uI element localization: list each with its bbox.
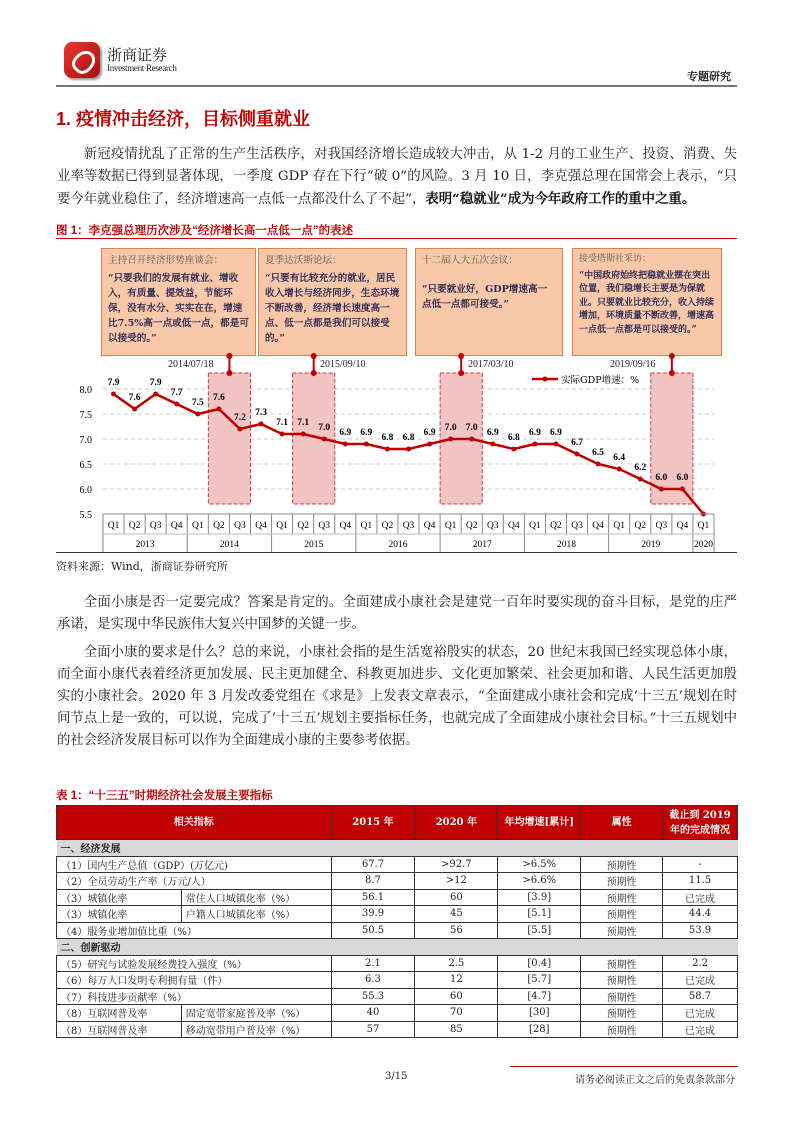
legend-label: 实际GDP增速：%	[561, 375, 640, 386]
data-label: 7.6	[128, 393, 141, 403]
cell-status: -	[663, 856, 738, 873]
cell-attr: 预期性	[581, 1021, 663, 1038]
paragraph-2: 全面小康是否一定要完成？答案是肯定的。全面建成小康社会是建党一百年时要实现的奋斗目标，是党的庄严承诺，是实现中华民族伟大复兴中国梦的关键一步。	[57, 595, 737, 632]
col-status: 截止到 2019 年的完成情况	[663, 806, 738, 840]
cell-status: 已完成	[663, 972, 738, 989]
table-section-row	[57, 840, 738, 857]
cell-growth: [30]	[498, 1005, 581, 1022]
data-label: 6.9	[423, 428, 436, 438]
data-label: 6.5	[592, 448, 605, 458]
x-quarter-label: Q3	[402, 521, 415, 531]
data-point	[132, 407, 137, 412]
x-quarter-label: Q2	[381, 521, 394, 531]
cell-v2020: 12	[415, 972, 498, 989]
data-label: 6.9	[486, 428, 499, 438]
connector-dot	[311, 370, 317, 376]
data-point	[680, 487, 685, 492]
indicator-name: （8）互联网普及率	[57, 1005, 182, 1022]
table-row	[57, 1021, 738, 1038]
data-label: 6.8	[381, 433, 394, 443]
y-tick-label: 6.5	[79, 460, 92, 471]
cell-attr: 预期性	[581, 1005, 663, 1022]
cell-v2015: 55.3	[331, 988, 415, 1005]
cell-attr: 预期性	[581, 889, 663, 906]
x-quarter-label: Q4	[170, 521, 183, 531]
data-label: 7.9	[107, 378, 120, 388]
cell-growth: >6.5%	[498, 856, 581, 873]
data-label: 7.1	[297, 418, 310, 428]
data-label: 6.7	[571, 438, 583, 448]
data-label: 6.8	[507, 433, 520, 443]
data-point	[385, 447, 390, 452]
table-header-row	[57, 806, 738, 840]
indicator-name: （6）每万人口发明专利拥有量（件）	[57, 972, 332, 989]
data-point	[511, 447, 516, 452]
data-label: 6.9	[360, 428, 373, 438]
table-row	[57, 906, 738, 923]
table-row	[57, 1005, 738, 1022]
indicator-name: （4）服务业增加值比重（%）	[57, 922, 332, 939]
cell-v2020: 85	[415, 1021, 498, 1038]
x-quarter-label: Q2	[213, 521, 225, 531]
data-point	[617, 467, 622, 472]
section-label: 二、创新驱动	[57, 939, 738, 956]
data-label: 7.5	[191, 398, 204, 408]
table-row	[57, 955, 738, 972]
table-row	[57, 889, 738, 906]
company-name: 浙商证券	[107, 46, 168, 64]
x-quarter-label: Q2	[550, 521, 562, 531]
cell-v2015: 40	[331, 1005, 415, 1022]
x-quarter-label: Q2	[634, 521, 647, 531]
connector-dot	[226, 370, 232, 376]
data-point	[216, 407, 221, 412]
connector-dot	[226, 353, 232, 359]
connector-dot	[458, 370, 464, 376]
cell-attr: 预期性	[581, 988, 663, 1005]
cell-v2015: 57	[331, 1021, 415, 1038]
data-label: 7.0	[318, 423, 331, 433]
table-row	[57, 873, 738, 890]
indicator-name: （5）研究与试验发展经费投入强度（%）	[57, 955, 332, 972]
data-point	[596, 462, 601, 467]
indicator-name: （2）全员劳动生产率（万元/人）	[57, 873, 332, 890]
col-2020: 2020 年	[415, 806, 498, 840]
data-label: 7.3	[255, 408, 267, 418]
x-year-label: 2017	[472, 540, 492, 550]
cell-status: 已完成	[663, 1021, 738, 1038]
paragraph-1-emphasis: 表明“稳就业”成为今年政府工作的重中之重。	[425, 191, 696, 207]
cell-growth: [0.4]	[498, 955, 581, 972]
gdp-growth-chart	[0, 0, 793, 560]
callout-quote: “只要有比较充分的就业，居民收入增长与经济同步，生态环境不断改善，经济增长速度高一点、低一点都是我们可以接受的。”	[265, 273, 400, 344]
data-point	[174, 402, 179, 407]
data-label: 6.0	[655, 473, 668, 483]
data-label: 6.0	[676, 473, 689, 483]
x-year-label: 2019	[641, 540, 661, 550]
callout-event: 主持召开经济形势座谈会：	[108, 255, 224, 266]
data-label: 6.9	[339, 428, 352, 438]
cell-v2020: 2.5	[415, 955, 498, 972]
cell-v2015: 67.7	[331, 856, 415, 873]
x-quarter-label: Q1	[697, 521, 710, 531]
data-label: 7.6	[212, 393, 225, 403]
cell-attr: 预期性	[581, 856, 663, 873]
data-label: 7.1	[276, 418, 289, 428]
col-attribute: 属性	[581, 806, 663, 840]
x-quarter-label: Q4	[592, 521, 604, 531]
highlight-period	[293, 373, 335, 504]
indicator-name: （3）城镇化率	[57, 906, 182, 923]
data-point	[427, 442, 432, 447]
indicator-name: （7）科技进步贡献率（%）	[57, 988, 332, 1005]
section-title: 1. 疫情冲击经济，目标侧重就业	[56, 109, 311, 129]
x-year-label: 2014	[219, 540, 239, 550]
data-point	[280, 432, 285, 437]
data-point	[638, 477, 643, 482]
x-quarter-label: Q3	[234, 521, 246, 531]
x-year-label: 2020	[693, 540, 713, 550]
cell-attr: 预期性	[581, 906, 663, 923]
table-title: 表 1：“十三五”时期经济社会发展主要指标	[56, 790, 273, 802]
x-quarter-label: Q4	[339, 521, 352, 531]
x-quarter-label: Q2	[297, 521, 309, 531]
x-quarter-label: Q1	[107, 521, 120, 531]
data-label: 6.8	[402, 433, 415, 443]
cell-growth: [5.7]	[498, 972, 581, 989]
cell-attr: 预期性	[581, 972, 663, 989]
callout-date: 2015/09/10	[320, 359, 366, 370]
footer-divider	[510, 1066, 738, 1067]
x-quarter-label: Q1	[191, 521, 204, 531]
x-quarter-label: Q1	[276, 521, 288, 531]
connector-dot	[311, 353, 317, 359]
indicator-sub: 移动宽带用户普及率（%）	[181, 1021, 331, 1038]
y-tick-label: 5.5	[79, 510, 92, 521]
highlight-period	[651, 373, 693, 504]
figure-title: 图 1：李克强总理历次涉及“经济增长高一点低一点”的表述	[56, 225, 354, 237]
data-point	[553, 442, 558, 447]
col-growth: 年均增速[累计]	[498, 806, 581, 840]
indicator-name: （8）互联网普及率	[57, 1021, 182, 1038]
data-point	[532, 442, 537, 447]
y-tick-label: 7.5	[79, 410, 92, 421]
cell-attr: 预期性	[581, 922, 663, 939]
cell-v2020: 60	[415, 889, 498, 906]
cell-v2020: 70	[415, 1005, 498, 1022]
data-point	[575, 452, 580, 457]
callout-event: 夏季达沃斯论坛：	[265, 255, 342, 266]
data-label: 6.2	[634, 463, 647, 473]
table-section-row	[57, 939, 738, 956]
x-quarter-label: Q3	[149, 521, 162, 531]
data-label: 6.9	[528, 428, 541, 438]
data-label: 7.9	[149, 378, 162, 388]
cell-attr: 预期性	[581, 873, 663, 890]
cell-growth: [28]	[498, 1021, 581, 1038]
x-quarter-label: Q3	[486, 521, 499, 531]
callout-date: 2014/07/18	[168, 359, 214, 370]
cell-status: 2.2	[663, 955, 738, 972]
cell-growth: [5.1]	[498, 906, 581, 923]
cell-v2020: 56	[415, 922, 498, 939]
section-label: 一、经济发展	[57, 840, 738, 857]
x-quarter-label: Q4	[508, 521, 520, 531]
x-quarter-label: Q1	[444, 521, 457, 531]
x-year-label: 2015	[304, 540, 324, 550]
callout-quote: “中国政府始终把稳就业摆在突出位置，我们稳增长主要是为保就业。只要就业比较充分，收入持续增加，环境质量不断改善，增速高一点低一点都是可以接受的。”	[579, 270, 715, 335]
cell-v2020: 60	[415, 988, 498, 1005]
x-year-label: 2018	[557, 540, 577, 550]
data-label: 7.0	[444, 423, 457, 433]
data-point	[469, 437, 474, 442]
y-tick-label: 6.0	[79, 485, 92, 496]
page-number: 3/15	[385, 1071, 408, 1082]
cell-status: 已完成	[663, 889, 738, 906]
y-tick-label: 7.0	[79, 435, 92, 446]
y-tick-label: 8.0	[79, 385, 92, 396]
data-label: 7.7	[170, 388, 183, 398]
x-quarter-label: Q1	[613, 521, 626, 531]
cell-growth: >6.6%	[498, 873, 581, 890]
callout-event: 十二届人大五次会议：	[422, 255, 518, 266]
report-type: 专题研究	[687, 71, 731, 83]
disclaimer: 请务必阅读正文之后的免责条款部分	[575, 1075, 735, 1086]
table-row	[57, 972, 738, 989]
x-quarter-label: Q4	[423, 521, 436, 531]
cell-v2015: 8.7	[331, 873, 415, 890]
x-quarter-label: Q4	[676, 521, 689, 531]
cell-status: 已完成	[663, 1005, 738, 1022]
data-point	[301, 432, 306, 437]
company-tagline: Investment Research	[107, 63, 177, 73]
data-point	[153, 392, 158, 397]
callout-quote: “只要我们的发展有就业、增收入，有质量、提效益，节能环保，没有水分、实实在在，增速比7.5%高一点或低一点，都是可以接受的。”	[108, 273, 249, 344]
cell-status: 44.4	[663, 906, 738, 923]
indicator-sub: 常住人口城镇化率（%）	[181, 889, 331, 906]
data-point	[343, 442, 348, 447]
callout-date: 2017/03/10	[468, 359, 514, 370]
x-quarter-label: Q3	[655, 521, 668, 531]
col-2015: 2015 年	[331, 806, 415, 840]
table-row	[57, 922, 738, 939]
cell-growth: [4.7]	[498, 988, 581, 1005]
data-point	[259, 422, 264, 427]
x-year-label: 2013	[135, 540, 155, 550]
x-quarter-label: Q3	[571, 521, 583, 531]
table-row	[57, 856, 738, 873]
x-quarter-label: Q1	[360, 521, 373, 531]
connector-dot	[669, 370, 675, 376]
data-point	[364, 442, 369, 447]
data-point	[322, 437, 327, 442]
cell-growth: [5.5]	[498, 922, 581, 939]
paragraph-1-text: 新冠疫情扰乱了正常的生产生活秩序，对我国经济增长造成较大冲击，从 1-2 月的工业生产、投资、消费、失业率等数据已得到显著体现，一季度 GDP 存在下行“破 0”的风险。3 月 10 日，李克强总理在国常会上表示，“只要今年就业稳住了，经济增速高一点低一点都没什么了不起”，	[57, 147, 737, 207]
data-point	[490, 442, 495, 447]
indicator-name: （1）国内生产总值（GDP）(万亿元)	[57, 856, 332, 873]
data-label: 6.9	[550, 428, 562, 438]
data-label: 6.4	[613, 453, 626, 463]
cell-v2015: 50.5	[331, 922, 415, 939]
indicator-sub: 固定宽带家庭普及率（%）	[181, 1005, 331, 1022]
x-quarter-label: Q3	[318, 521, 331, 531]
callout-date: 2019/09/16	[610, 359, 656, 370]
indicator-sub: 户籍人口城镇化率（%）	[181, 906, 331, 923]
data-point	[195, 412, 200, 417]
data-label: 7.2	[234, 413, 246, 423]
data-point	[406, 447, 411, 452]
x-quarter-label: Q1	[529, 521, 541, 531]
cell-status: 11.5	[663, 873, 738, 890]
x-year-label: 2016	[388, 540, 408, 550]
figure-source: 资料来源：Wind，浙商证券研究所	[56, 560, 228, 573]
col-indicator: 相关指标	[57, 806, 332, 840]
cell-growth: [3.9]	[498, 889, 581, 906]
cell-v2020: >12	[415, 873, 498, 890]
figure-bottom-divider	[56, 552, 737, 553]
data-label: 7.0	[465, 423, 478, 433]
indicator-name: （3）城镇化率	[57, 889, 182, 906]
cell-attr: 预期性	[581, 955, 663, 972]
x-quarter-label: Q2	[128, 521, 141, 531]
cell-v2015: 56.1	[331, 889, 415, 906]
legend-marker	[543, 377, 548, 382]
cell-v2020: 45	[415, 906, 498, 923]
connector-dot	[458, 353, 464, 359]
paragraph-3: 全面小康的要求是什么？总的来说，小康社会指的是生活宽裕殷实的状态，20 世纪末我国已经实现总体小康，而全面小康代表着经济更加发展、民主更加健全、科教更加进步、文化更加繁荣、社会更加和谐、人民生活更加殷实的小康社会。2020 年 3 月发改委党组在《求是》上发表文章表示，“全面建成小康社会和完成‘十三五’规划在时间节点上是一致的，可以说，完成了‘十三五’规划主要指标任务，也就完成了全面建成小康社会目标。”十三五规划中的社会经济发展目标可以作为全面建成小康的主要参考依据。	[57, 645, 737, 748]
cell-v2015: 2.1	[331, 955, 415, 972]
data-point	[659, 487, 664, 492]
table-row	[57, 988, 738, 1005]
callout-event: 接受塔斯社采访：	[579, 254, 652, 264]
cell-status: 53.9	[663, 922, 738, 939]
data-point	[448, 437, 453, 442]
x-quarter-label: Q2	[465, 521, 478, 531]
connector-dot	[669, 353, 675, 359]
x-quarter-label: Q4	[255, 521, 267, 531]
cell-v2020: >92.7	[415, 856, 498, 873]
cell-v2015: 39.9	[331, 906, 415, 923]
data-point	[111, 392, 116, 397]
cell-v2015: 6.3	[331, 972, 415, 989]
cell-status: 58.7	[663, 988, 738, 1005]
callout-quote: “只要就业好，GDP增速高一点低一点都可接受。”	[422, 284, 548, 310]
data-point	[237, 427, 242, 432]
indicators-table	[56, 805, 738, 1038]
